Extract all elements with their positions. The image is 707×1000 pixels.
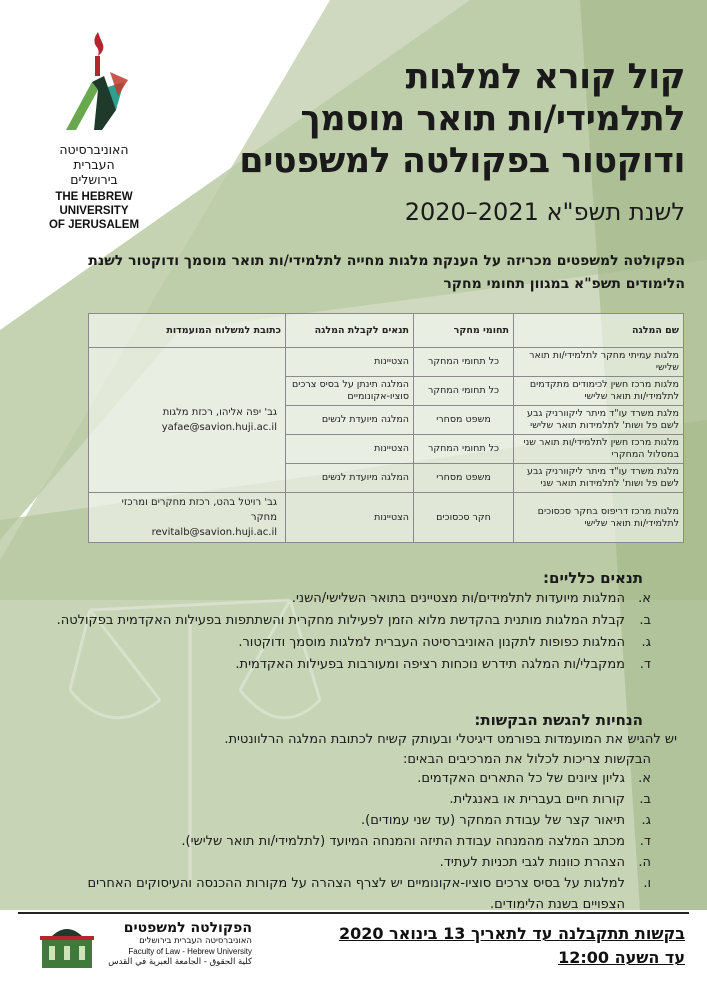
table-row bbox=[89, 348, 684, 377]
scholarship-name: מלגות מרכז דריפוס בחקר סכסוכים לתלמידי/ות תואר שלישי bbox=[514, 493, 684, 543]
university-name-en-line: OF JERUSALEM bbox=[48, 219, 140, 231]
contact-name: גב' יפה אליהו, רכזת מלגות bbox=[162, 407, 277, 418]
list-item bbox=[51, 873, 651, 915]
list-item bbox=[51, 632, 651, 654]
faculty-university-he: האוניברסיטה העברית בירושלים bbox=[139, 936, 252, 946]
scholarship-field: כל תחומי המחקר bbox=[414, 435, 514, 464]
scholarship-field: משפט מסחרי bbox=[414, 406, 514, 435]
list-item bbox=[51, 852, 651, 873]
list-item bbox=[51, 588, 651, 610]
building-window bbox=[64, 946, 70, 960]
scholarship-name: מלגת משרד עו"ד מיתר ליקוורניק גבע לשם פל ושות' לתלמידות תואר שלישי bbox=[514, 406, 684, 435]
list-item-text: המלגות מיועדות לתלמידים/ות מצטיינים בתואר השלישי/השני. bbox=[291, 591, 625, 606]
col-header-field: תחומי מחקר bbox=[414, 314, 514, 348]
scholarship-name: מלגות מרכז חשין לכימודים מתקדמים לתלמידי/ות תואר שלישי bbox=[514, 377, 684, 406]
table-row bbox=[89, 493, 684, 543]
university-name-he bbox=[30, 142, 158, 187]
logo-flame bbox=[94, 32, 103, 56]
university-name-en-line: UNIVERSITY bbox=[59, 205, 129, 217]
scholarship-name: מלגות עמיתי מחקר לתלמידי/ות תואר שלישי bbox=[514, 348, 684, 377]
title-line: קול קורא למלגות bbox=[405, 57, 685, 97]
university-name-en bbox=[30, 190, 158, 232]
table-header-row bbox=[89, 314, 684, 348]
contact-email[interactable]: revitalb@savion.huji.ac.il bbox=[151, 527, 277, 538]
deadline-date: בקשות תתקבלנה עד לתאריך 13 בינואר 2020 bbox=[338, 924, 685, 943]
scholarship-condition: המלגה מיועדת לנשים bbox=[286, 464, 414, 493]
list-item bbox=[51, 831, 651, 852]
faculty-name-ar: كلية الحقوق - الجامعة العبرية في القدس bbox=[108, 957, 252, 967]
submission-title: הנחיות להגשת הבקשות: bbox=[474, 711, 643, 729]
list-item bbox=[51, 654, 651, 676]
list-item-text: תיאור קצר של עבודת המחקר (עד שני עמודים). bbox=[360, 813, 625, 828]
list-item-text: גליון ציונים של כל התארים האקדמים. bbox=[417, 771, 625, 786]
list-marker: ג. bbox=[641, 635, 651, 650]
list-item-text: מכתב המלצה מהמנחה עבודת התיזה והמנחה המיועד (לתלמידי/ות תואר שלישי). bbox=[181, 834, 625, 849]
building-roof bbox=[40, 936, 94, 940]
scholarship-name: מלגת משרד עו"ד מיתר ליקוורניק גבע לשם פל ושות' לתלמידות תואר שני bbox=[514, 464, 684, 493]
contact-cell bbox=[89, 493, 286, 543]
list-marker: ד. bbox=[639, 657, 651, 672]
building-window bbox=[79, 946, 85, 960]
scholarship-condition: המלגה תינתן על בסיס צרכים סוציו-אקונומיים bbox=[286, 377, 414, 406]
university-name-he-line: העברית bbox=[73, 157, 115, 172]
footer-divider bbox=[18, 912, 689, 914]
scholarship-field: כל תחומי המחקר bbox=[414, 348, 514, 377]
list-item bbox=[51, 768, 651, 789]
list-item-text: קורות חיים בעברית או באנגלית. bbox=[449, 792, 625, 807]
faculty-name-he: הפקולטה למשפטים bbox=[123, 920, 252, 936]
contact-cell bbox=[89, 348, 286, 493]
page-title bbox=[165, 56, 685, 182]
faculty-building-icon bbox=[36, 918, 98, 970]
list-item bbox=[51, 610, 651, 632]
list-item-text: הצהרת כוונות לגבי תכניות לעתיד. bbox=[439, 855, 625, 870]
list-item bbox=[51, 810, 651, 831]
submission-paragraph: יש להגיש את המועמדות בפורמט דיגיטלי ובעותק קשיח לכתובת המלגה הרלוונטית. bbox=[224, 732, 677, 747]
list-item-text: ממקבלי/ות המלגה תידרש נוכחות רציפה ומעורבות בפעילות האקדמית. bbox=[235, 657, 625, 672]
list-item bbox=[51, 789, 651, 810]
list-marker: ב. bbox=[639, 613, 651, 628]
submission-paragraph: הבקשות צריכות לכלול את המרכיבים הבאים: bbox=[402, 752, 651, 767]
contact-email[interactable]: yafae@savion.huji.ac.il bbox=[161, 422, 277, 433]
university-name-he-line: בירושלים bbox=[70, 172, 118, 187]
list-marker: ב. bbox=[639, 792, 651, 807]
logo-center bbox=[92, 76, 116, 130]
col-header-contact: כתובת למשלוח המועמדות bbox=[89, 314, 286, 348]
list-marker: ו. bbox=[643, 876, 651, 891]
university-name-en-line: THE HEBREW bbox=[55, 191, 133, 203]
logo-stem bbox=[95, 56, 100, 76]
faculty-logo bbox=[36, 918, 256, 980]
general-conditions-list bbox=[51, 588, 651, 676]
university-name-he-line: האוניברסיטה bbox=[59, 142, 129, 157]
scholarship-name: מלגות מרכז חשין לתלמידי/ות תואר שני במסלול המחקרי bbox=[514, 435, 684, 464]
scholarship-field: משפט מסחרי bbox=[414, 464, 514, 493]
academic-year: לשנת תשפ"א 2021–2020 bbox=[404, 198, 685, 226]
contact-name: גב' רויטל בהט, רכזת מחקרים ומרכזי מחקר bbox=[121, 497, 277, 523]
scholarship-field: כל תחומי המחקר bbox=[414, 377, 514, 406]
list-marker: א. bbox=[638, 771, 651, 786]
scholarship-condition: הצטיינות bbox=[286, 348, 414, 377]
scholarship-condition: הצטיינות bbox=[286, 435, 414, 464]
submission-list bbox=[51, 768, 651, 915]
scholarships-table bbox=[88, 313, 684, 543]
deadline-time: עד השעה 12:00 bbox=[558, 948, 685, 967]
list-marker: ה. bbox=[638, 855, 651, 870]
scholarship-field: חקר סכסוכים bbox=[414, 493, 514, 543]
faculty-name bbox=[102, 920, 252, 968]
list-item-text: קבלת המלגות מותנית בהקדשת מלוא הזמן לפעילות מחקרית והשתתפות בפעילות האקדמית בפקולטה. bbox=[56, 613, 625, 628]
huji-menorah-icon bbox=[58, 30, 130, 140]
scholarship-condition: המלגה מיועדת לנשים bbox=[286, 406, 414, 435]
intro-paragraph: הפקולטה למשפטים מכריזה על הענקת מלגות מחייה לתלמידי/ות תואר מוסמך ודוקטור לשנת הלימודים תשפ"א במגוון תחומי מחקר bbox=[88, 253, 685, 292]
list-marker: ד. bbox=[639, 834, 651, 849]
list-marker: ג. bbox=[641, 813, 651, 828]
list-item-text: למלגות על בסיס צרכים סוציו-אקונומיים יש לצרף הצהרה על מקורות ההכנסה והעיסוקים האחרים הצפויים בשנת הלימודים. bbox=[87, 876, 625, 912]
building-window bbox=[49, 946, 55, 960]
col-header-name: שם המלגה bbox=[514, 314, 684, 348]
general-conditions-title: תנאים כלליים: bbox=[543, 569, 643, 587]
col-header-conditions: תנאים לקבלת המלגה bbox=[286, 314, 414, 348]
faculty-name-en: Faculty of Law - Hebrew University bbox=[128, 947, 252, 956]
title-line: לתלמידי/ות תואר מוסמך bbox=[300, 99, 685, 139]
logo-left-wing bbox=[66, 82, 98, 130]
list-item-text: המלגות כפופות לתקנון האוניברסיטה העברית למלגות מוסמך ודוקטור. bbox=[238, 635, 625, 650]
deadline bbox=[265, 922, 685, 970]
huji-logo bbox=[30, 30, 160, 240]
list-marker: א. bbox=[638, 591, 651, 606]
scholarship-condition: הצטיינות bbox=[286, 493, 414, 543]
title-line: ודוקטור בפקולטה למשפטים bbox=[239, 141, 685, 181]
